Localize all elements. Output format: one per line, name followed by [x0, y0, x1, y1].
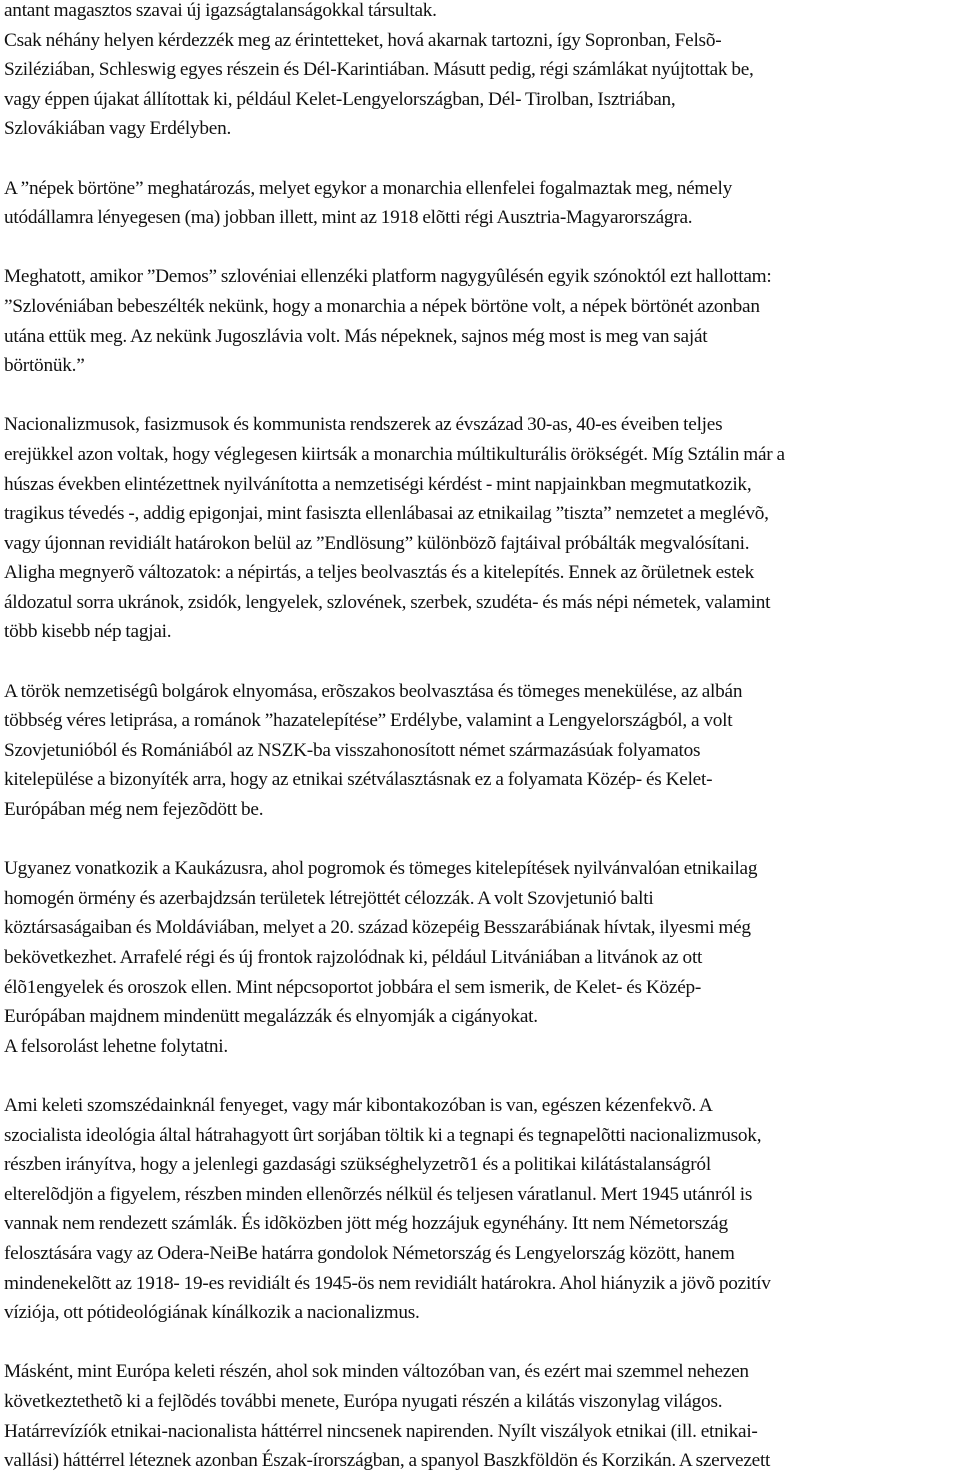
text-line: következtethetõ ki a fejlõdés további menete, Európa nyugati részén a kilátás viszonylag világos. — [4, 1390, 723, 1412]
paragraph — [4, 1357, 956, 1475]
text-line: felosztására vagy az Odera-NeiBe határra gondolok Németország és Lengyelország között, hanem — [4, 1242, 735, 1264]
text-line: többség véres letiprása, a románok ”hazatelepítése” Erdélybe, valamint a Lengyelországból, a volt — [4, 710, 733, 732]
text-line: részben irányítva, hogy a jelenlegi gazdasági szükséghelyzetrõ1 és a politikai kilátástalanságról — [4, 1154, 711, 1176]
paragraph — [4, 0, 956, 144]
paragraph — [4, 854, 956, 1061]
text-line: Szovjetunióból és Romániából az NSZK-ba visszahonosított német származásúak folyamatos — [4, 739, 701, 761]
text-line: A ”népek börtöne” meghatározás, melyet egykor a monarchia ellenfelei fogalmaztak meg, némely — [4, 177, 732, 199]
text-line: szocialista ideológia által hátrahagyott ûrt sorjában töltik ki a tegnapi és tegnapelõtti nacionalizmusok, — [4, 1124, 762, 1146]
text-line: bekövetkezhet. Arrafelé régi és új frontok rajzolódnak ki, például Litvániában a litvánok az ott — [4, 947, 703, 968]
text-line: Európában még nem fejezõdött be. — [4, 799, 264, 821]
text-line: ”Szlovéniában bebeszélték nekünk, hogy a monarchia a népek börtöne volt, a népek börtönét azonban — [4, 295, 760, 317]
text-line: Határrevízíók etnikai-nacionalista háttérrel nincsenek napirenden. Nyílt viszályok etnikai (ill. etnikai- — [4, 1420, 758, 1442]
paragraph — [4, 410, 956, 647]
text-line: vagy újonnan revidiált határokon belül az ”Endlösung” különbözõ fajtáival próbálták megvalósítani. — [4, 532, 750, 554]
text-line: húszas években elintézettnek nyilvánította a nemzetiségi kérdést - mint napjainkban megmutatkozik, — [4, 473, 752, 495]
text-line: vallási) háttérrel léteznek azonban Észak-írországban, a spanyol Baszkföldön és Korzikán. A szervezett — [4, 1450, 771, 1472]
text-line: Európában majdnem mindenütt megalázzák és elnyomják a cigányokat. — [4, 1006, 538, 1028]
text-line: utána ettük meg. Az nekünk Jugoszlávia volt. Más népeknek, sajnos még most is meg van saját — [4, 325, 708, 347]
text-line: utódállamra lényegesen (ma) jobban illett, mint az 1918 elõtti régi Ausztria-Magyarországra. — [4, 207, 693, 229]
document-page — [4, 0, 956, 1476]
text-line: elterelõdjön a figyelem, részben minden ellenõrzés nélkül és teljesen váratlanul. Mert 1945 utánról is — [4, 1183, 753, 1205]
text-line: kitelepülése a bizonyíték arra, hogy az etnikai szétválasztásnak ez a folyamata Közép- és Kelet- — [4, 769, 713, 791]
paragraph — [4, 262, 956, 380]
text-line: mindenekelõtt az 1918- 19-es revidiált és 1945-ös nem revidiált határokra. Ahol hiányzik a jövõ pozitív — [4, 1272, 771, 1294]
text-line: antant magasztos szavai új igazságtalanságokkal társultak. — [4, 0, 437, 21]
paragraph — [4, 677, 956, 825]
text-line: Aligha megnyerõ változatok: a népirtás, a teljes beolvasztás és a kitelepítés. Ennek az õrületnek estek — [4, 562, 754, 584]
text-line: vannak nem rendezett számlák. És idõközben jött még hozzájuk egynéhány. Itt nem Németország — [4, 1213, 728, 1235]
text-line: áldozatul sorra ukránok, zsidók, lengyelek, szlovének, szerbek, szudéta- és más népi németek, valamint — [4, 591, 771, 613]
text-line: Szlovákiában vagy Erdélyben. — [4, 118, 232, 140]
text-line: homogén örmény és azerbajdzsán területek létrejöttét célozzák. A volt Szovjetunió balti — [4, 887, 654, 909]
text-line: víziója, ott pótideológiának kínálkozik a nacionalizmus. — [4, 1302, 420, 1324]
text-line: Ugyanez vonatkozik a Kaukázusra, ahol pogromok és tömeges kitelepítések nyilvánvalóan etnikailag — [4, 858, 758, 880]
text-line: élõ1engyelek és oroszok ellen. Mint népcsoportot jobbára el sem ismerik, de Kelet- és Közép- — [4, 976, 702, 998]
paragraph — [4, 174, 956, 233]
text-line: Sziléziában, Schleswig egyes részein és Dél-Karintiában. Másutt pedig, régi számlákat nyújtottak be, — [4, 59, 754, 81]
text-line: A felsorolást lehetne folytatni. — [4, 1035, 228, 1057]
text-line: A török nemzetiségû bolgárok elnyomása, erõszakos beolvasztása és tömeges menekülése, az albán — [4, 680, 743, 702]
text-line: börtönük.” — [4, 355, 85, 377]
text-line: Meghatott, amikor ”Demos” szlovéniai ellenzéki platform nagygyûlésén egyik szónoktól ezt hallottam: — [4, 266, 772, 288]
text-line: Csak néhány helyen kérdezzék meg az érintetteket, hová akarnak tartozni, így Sopronban, Felsõ- — [4, 29, 722, 51]
text-line: Másként, mint Európa keleti részén, ahol sok minden változóban van, és ezért mai szemmel nehezen — [4, 1361, 749, 1383]
text-line: több kisebb nép tagjai. — [4, 621, 172, 643]
text-line: Nacionalizmusok, fasizmusok és kommunista rendszerek az évszázad 30-as, 40-es éveiben teljes — [4, 414, 723, 436]
text-line: tragikus tévedés -, addig epigonjai, mint fasiszta ellenlábasai az etnikailag ”tiszta” nemzetet a meglévõ, — [4, 503, 769, 525]
text-line: köztársaságaiban és Moldáviában, melyet a 20. század közepéig Besszarábiának hívtak, ilyesmi még — [4, 917, 751, 939]
paragraph — [4, 1091, 956, 1328]
text-line: erejükkel azon voltak, hogy véglegesen kiirtsák a monarchia múltikulturális örökségét. Míg Sztálin már a — [4, 443, 785, 465]
text-line: vagy éppen újakat állítottak ki, például Kelet-Lengyelországban, Dél- Tirolban, Isztriában, — [4, 88, 676, 110]
text-line: Ami keleti szomszédainknál fenyeget, vagy már kibontakozóban is van, egészen kézenfekvõ. A — [4, 1094, 713, 1116]
